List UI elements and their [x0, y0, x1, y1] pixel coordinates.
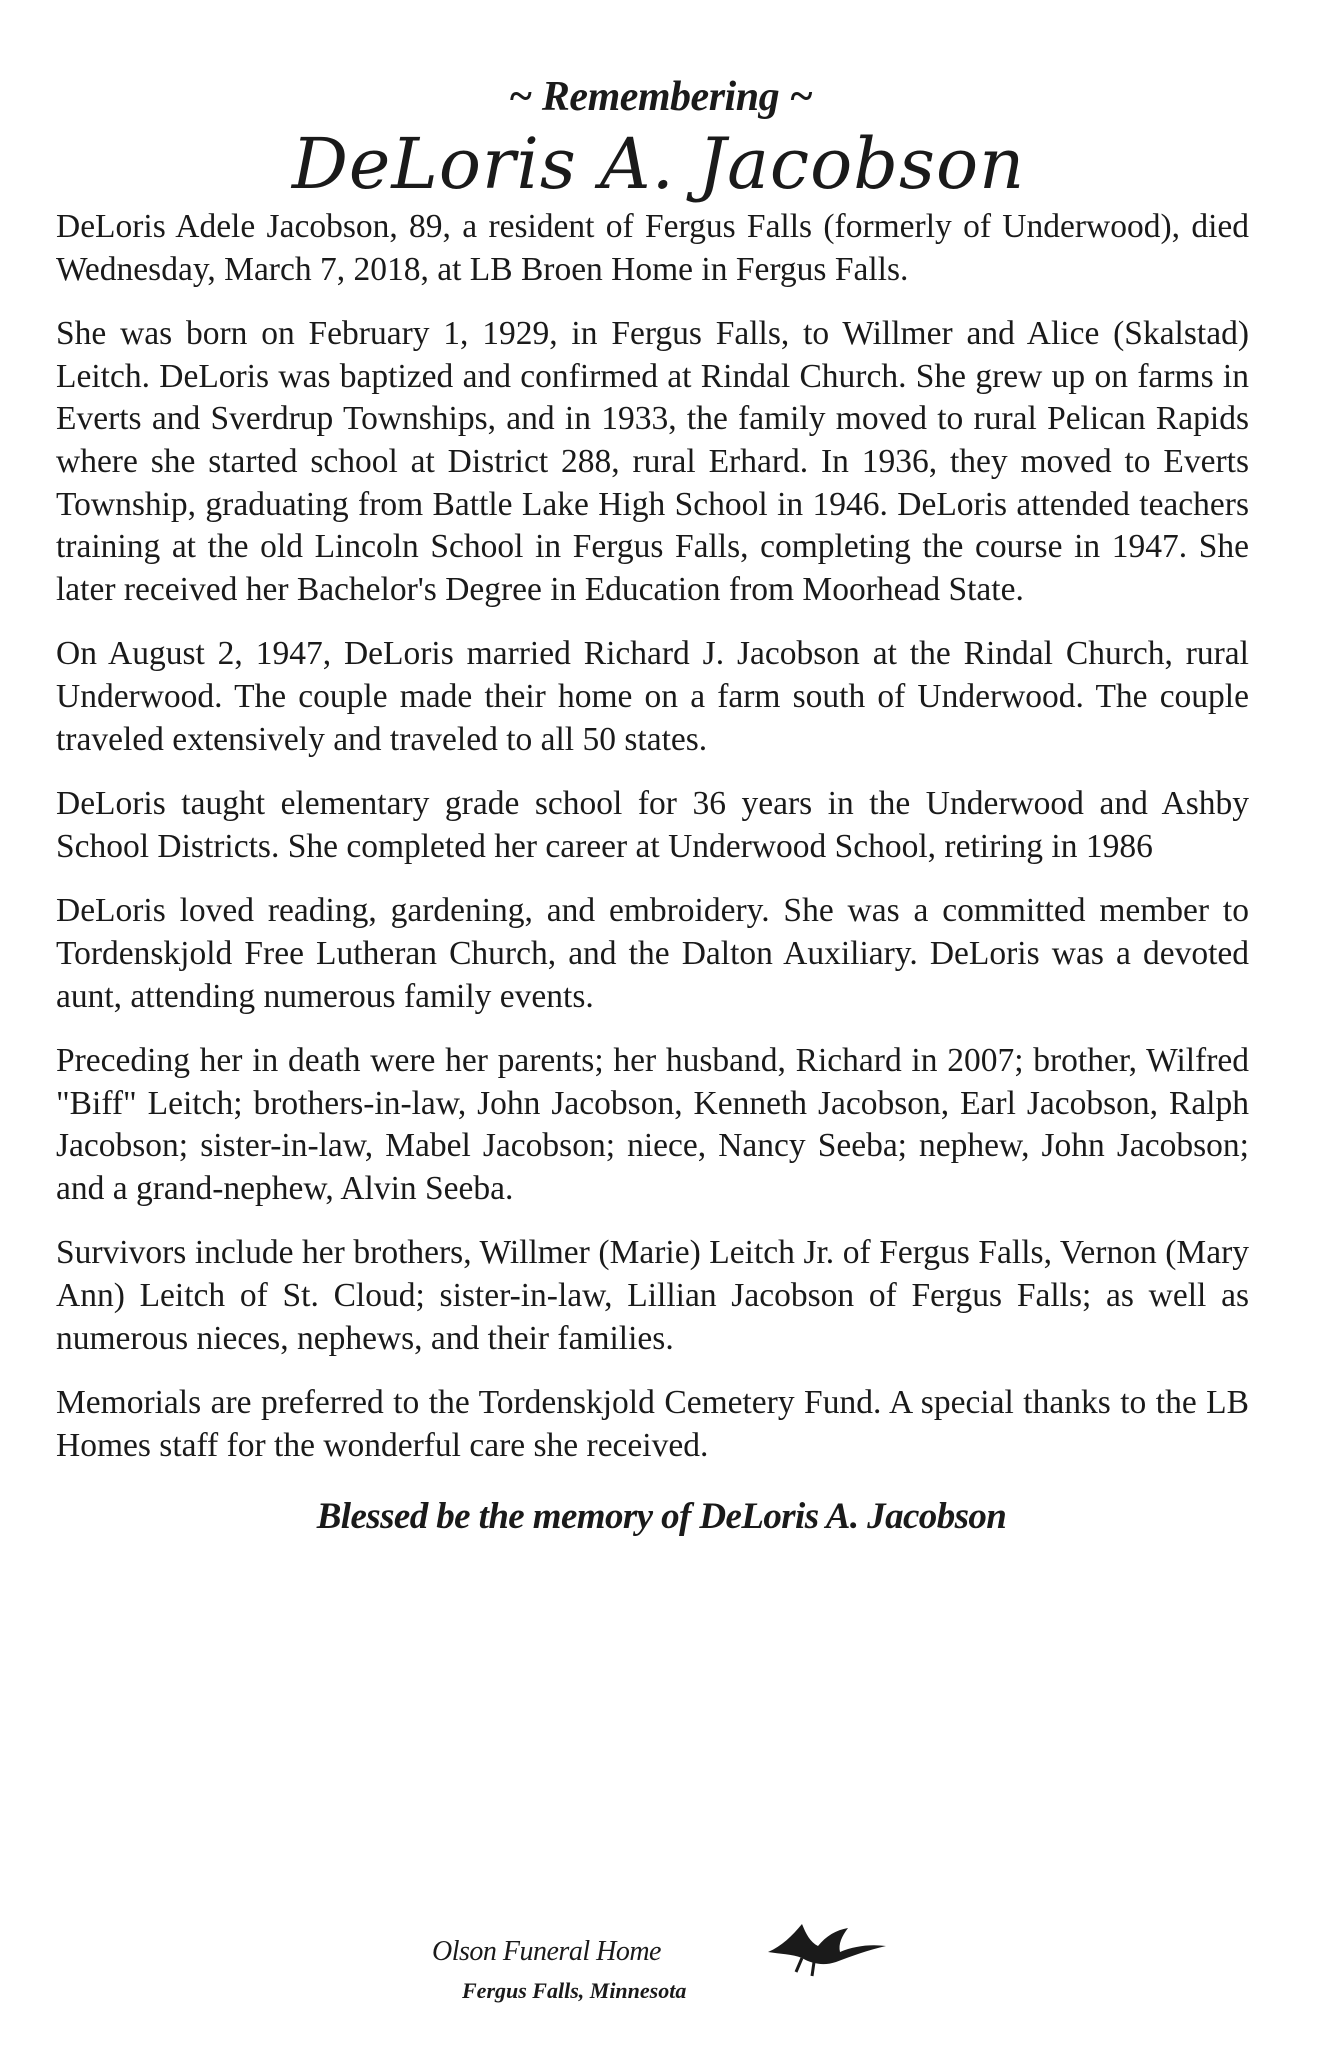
bird-logo-icon [762, 1906, 892, 1986]
tribute-line: Blessed be the memory of DeLoris A. Jacobson [316, 1496, 1007, 1538]
obituary-paragraph: She was born on February 1, 1929, in Fergus Falls, to Willmer and Alice (Skalstad) Leitch. DeLoris was baptized and confirmed at Rindal Church. She grew up on farms in Everts and Sverdrup Townships, and in 1933, the family moved to rural Pelican Rapids where she started school at District 288, rural Erhard. In 1936, they moved to Everts Township, graduating from Battle Lake High School in 1946. DeLoris attended teachers training at the old Lincoln School in Fergus Falls, completing the course in 1947. She later received her Bachelor's Degree in Education from Moorhead State. [56, 315, 1249, 608]
obituary-body [56, 206, 1249, 1467]
obituary-paragraph: DeLoris taught elementary grade school for 36 years in the Underwood and Ashby School Districts. She completed her career at Underwood School, retiring in 1986 [56, 785, 1249, 865]
funeral-home-footer [0, 1902, 1327, 2022]
obituary-paragraph: DeLoris Adele Jacobson, 89, a resident of Fergus Falls (formerly of Underwood), died Wednesday, March 7, 2018, at LB Broen Home in Fergus Falls. [56, 208, 1249, 288]
obituary-paragraph: DeLoris loved reading, gardening, and embroidery. She was a committed member to Tordenskjold Free Lutheran Church, and the Dalton Auxiliary. DeLoris was a devoted aunt, attending numerous family events. [56, 892, 1249, 1015]
obituary-paragraph: Survivors include her brothers, Willmer (Marie) Leitch Jr. of Fergus Falls, Vernon (Mary Ann) Leitch of St. Cloud; sister-in-law, Lillian Jacobson of Fergus Falls; as well as numerous nieces, nephews, and their families. [56, 1234, 1249, 1357]
funeral-home-name: Olson Funeral Home [432, 1936, 661, 1967]
remembering-heading: ~ Remembering ~ [508, 74, 813, 120]
obituary-paragraph: On August 2, 1947, DeLoris married Richard J. Jacobson at the Rindal Church, rural Underwood. The couple made their home on a farm south of Underwood. The couple traveled extensively and traveled to all 50 states. [56, 635, 1249, 758]
deceased-name-title: DeLoris A. Jacobson [291, 123, 1026, 205]
obituary-paragraph: Memorials are preferred to the Tordenskjold Cemetery Fund. A special thanks to the LB Homes staff for the wonderful care she received. [56, 1384, 1249, 1464]
obituary-paragraph: Preceding her in death were her parents; her husband, Richard in 2007; brother, Wilfred "Biff" Leitch; brothers-in-law, John Jacobson, Kenneth Jacobson, Earl Jacobson, Ralph Jacobson; sister-in-law, Mabel Jacobson; niece, Nancy Seeba; nephew, John Jacobson; and a grand-nephew, Alvin Seeba. [56, 1042, 1249, 1207]
funeral-home-location: Fergus Falls, Minnesota [462, 1978, 687, 2003]
